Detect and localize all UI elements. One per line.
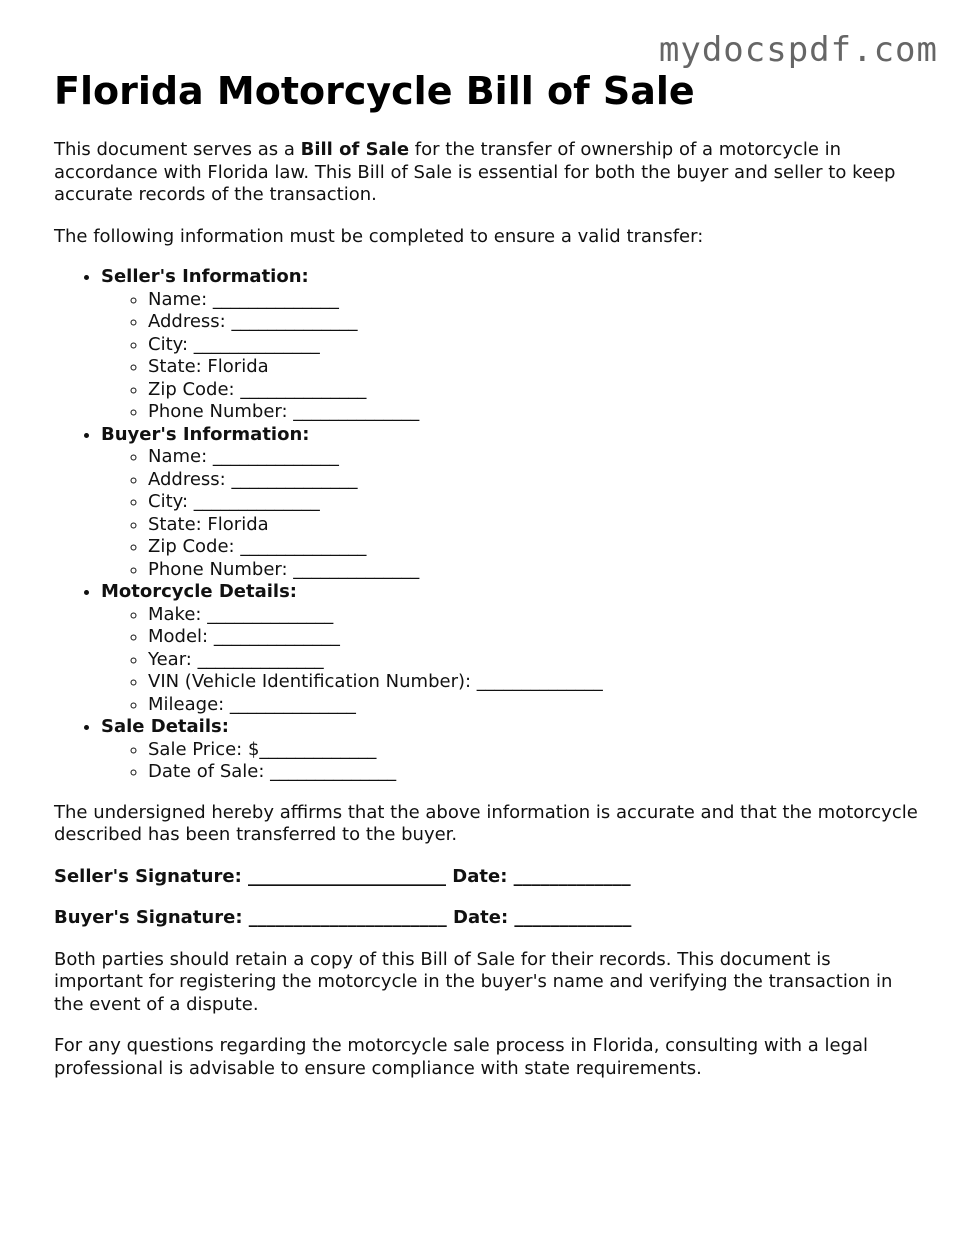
sale-fields <box>101 739 924 784</box>
intro-bold-term: Bill of Sale <box>300 139 410 160</box>
buyer-state-field: ◦ State: Florida <box>148 514 924 537</box>
document-body <box>54 66 924 1080</box>
seller-section-title: Seller's Information: <box>101 266 309 287</box>
buyer-signature-line: Buyer's Signature: ______________________ Date: _____________ <box>54 907 632 928</box>
buyer-name-field: ◦ Name: ______________ <box>148 446 924 469</box>
intro-paragraph <box>54 139 924 207</box>
seller-name-field: ◦ Name: ______________ <box>148 289 924 312</box>
motorcycle-mileage-field: ◦ Mileage: ______________ <box>148 694 924 717</box>
seller-city-field: ◦ City: ______________ <box>148 334 924 357</box>
intro-text-after: for the transfer of ownership of a motorcycle in accordance with Florida law. This Bill of Sale is essential for both the buyer and seller to keep accurate records of the transaction. <box>54 139 896 205</box>
buyer-section-title: Buyer's Information: <box>101 423 310 445</box>
motorcycle-model-field: ◦ Model: ______________ <box>148 626 924 649</box>
seller-zip-field: ◦ Zip Code: ______________ <box>148 379 924 402</box>
seller-phone-field: ◦ Phone Number: ______________ <box>148 401 924 424</box>
motorcycle-fields <box>101 604 924 717</box>
retain-copy-paragraph: Both parties should retain a copy of this Bill of Sale for their records. This document is important for registering the motorcycle in the buyer's name and verifying the transaction in the event of a dispute. <box>54 948 893 1015</box>
seller-state-field: ◦ State: Florida <box>148 356 924 379</box>
buyer-section <box>101 424 924 582</box>
questions-paragraph: For any questions regarding the motorcycle sale process in Florida, consulting with a legal professional is advisable to ensure compliance with state requirements. <box>54 1035 869 1079</box>
affirmation-paragraph: The undersigned hereby affirms that the above information is accurate and that the motorcycle described has been transferred to the buyer. <box>54 801 918 845</box>
seller-section <box>101 266 924 424</box>
sale-section <box>101 716 924 784</box>
buyer-zip-field: ◦ Zip Code: ______________ <box>148 536 924 559</box>
lead-paragraph: The following information must be completed to ensure a valid transfer: <box>54 225 704 247</box>
info-list <box>54 266 924 784</box>
intro-text-before: This document serves as a <box>54 139 301 160</box>
motorcycle-section <box>101 581 924 716</box>
seller-signature-line: Seller's Signature: ______________________ Date: _____________ <box>54 865 631 887</box>
watermark: mydocspdf.com <box>658 30 938 70</box>
sale-date-field: ◦ Date of Sale: ______________ <box>148 761 924 784</box>
sale-price-field: ◦ Sale Price: $_____________ <box>148 739 924 762</box>
buyer-address-field: ◦ Address: ______________ <box>148 469 924 492</box>
buyer-city-field: ◦ City: ______________ <box>148 491 924 514</box>
seller-fields <box>101 289 924 424</box>
sale-section-title: Sale Details: <box>101 716 229 737</box>
buyer-fields <box>101 446 924 581</box>
motorcycle-year-field: ◦ Year: ______________ <box>148 649 924 672</box>
motorcycle-section-title: Motorcycle Details: <box>101 581 297 602</box>
seller-address-field: ◦ Address: ______________ <box>148 311 924 334</box>
motorcycle-vin-field: ◦ VIN (Vehicle Identification Number): ______________ <box>148 671 924 694</box>
motorcycle-make-field: ◦ Make: ______________ <box>148 604 924 627</box>
page-title: Florida Motorcycle Bill of Sale <box>54 69 695 113</box>
buyer-phone-field: ◦ Phone Number: ______________ <box>148 559 924 582</box>
